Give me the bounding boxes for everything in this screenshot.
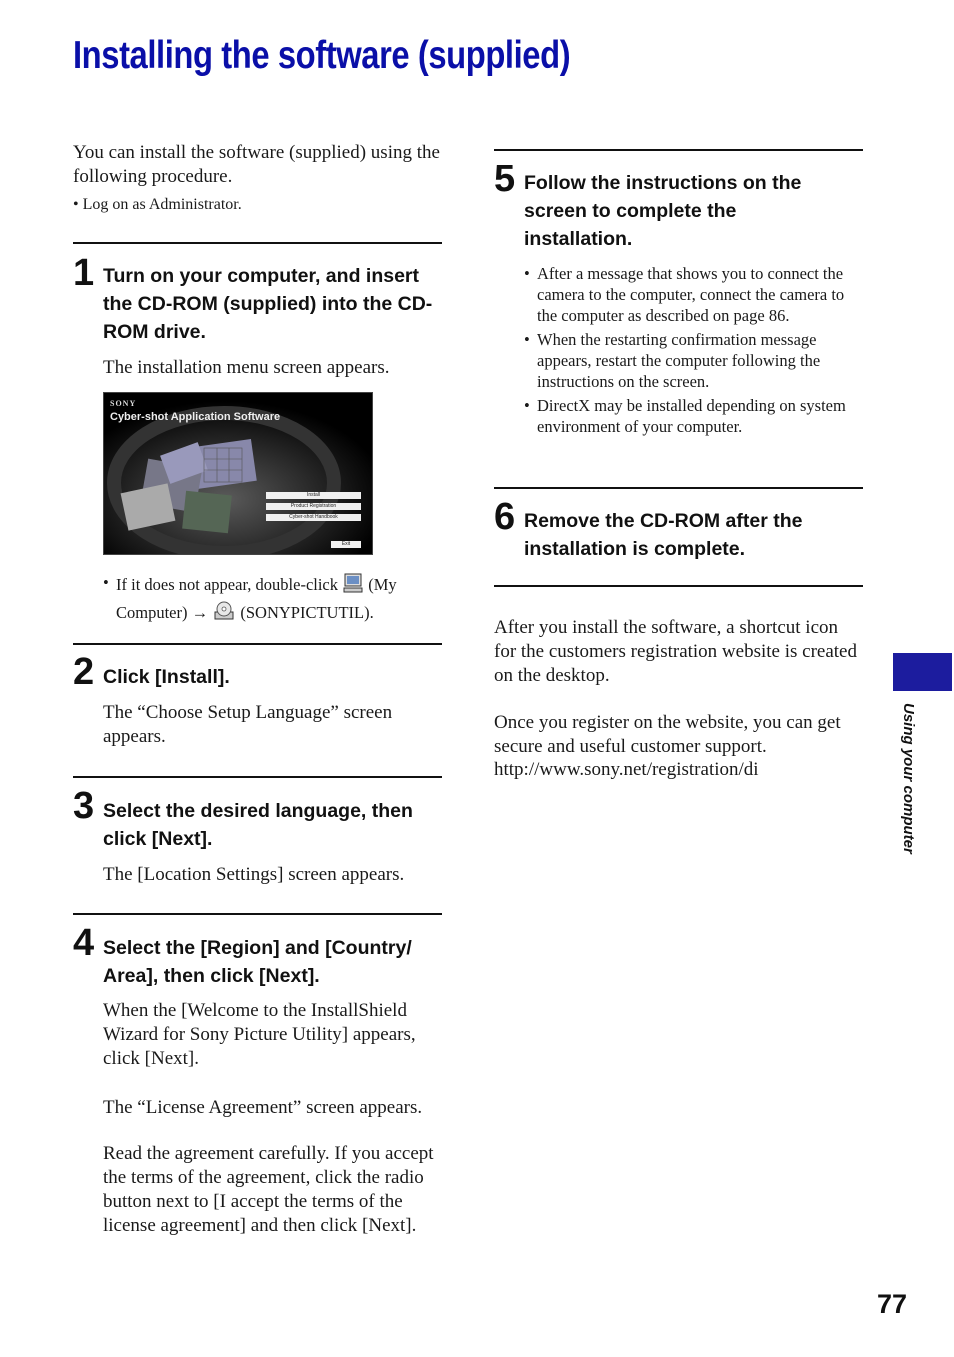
product-registration-button[interactable]: Product Registration xyxy=(266,503,361,510)
list-item: • DirectX may be installed depending on system environment of your computer. xyxy=(524,395,856,437)
brand-logo: SONY xyxy=(110,399,137,408)
page-title: Installing the software (supplied) xyxy=(73,34,571,77)
app-title: Cyber-shot Application Software xyxy=(110,411,281,423)
after-paragraph: Once you register on the website, you can get secure and useful customer support. xyxy=(494,712,841,757)
divider xyxy=(73,776,442,778)
after-paragraph: After you install the software, a shortcut icon for the customers registration website is created on the desktop. xyxy=(494,617,857,686)
divider xyxy=(73,242,442,244)
step-note xyxy=(103,572,443,628)
step-number: 5 xyxy=(494,158,516,200)
step-body: The installation menu screen appears. xyxy=(103,357,390,378)
step-heading: Click [Install]. xyxy=(103,666,230,688)
step-heading: Turn on your computer, and insert the CD-ROM (supplied) into the CD-ROM drive. xyxy=(103,265,433,343)
install-button[interactable]: Install xyxy=(266,492,361,499)
step-body: When the [Welcome to the InstallShield Wizard for Sony Picture Utility] appears, click [Next]. xyxy=(103,1000,416,1069)
divider xyxy=(494,487,863,489)
my-computer-icon xyxy=(342,572,364,600)
step-number: 1 xyxy=(73,252,95,294)
note-text-pre: If it does not appear, double-click xyxy=(116,574,339,594)
step-heading: Follow the instructions on the screen to complete the installation. xyxy=(524,172,802,250)
cd-drive-icon xyxy=(212,600,236,628)
section-tab xyxy=(893,653,952,691)
list-item: • When the restarting confirmation message appears, restart the computer following the instructions on the screen. xyxy=(524,329,856,392)
divider xyxy=(73,913,442,915)
step-body: The “License Agreement” screen appears. xyxy=(103,1097,423,1118)
step-body: The “Choose Setup Language” screen appears. xyxy=(103,702,393,747)
bullet: • xyxy=(103,573,109,592)
divider xyxy=(494,585,863,587)
intro-note: • Log on as Administrator. xyxy=(73,196,242,213)
step-heading: Remove the CD-ROM after the installation is complete. xyxy=(524,510,803,560)
step-number: 2 xyxy=(73,651,95,693)
step-body: The [Location Settings] screen appears. xyxy=(103,864,405,885)
note-text-post: (SONYPICTUTIL). xyxy=(240,602,374,622)
page-number: 77 xyxy=(877,1289,908,1319)
section-label: Using your computer xyxy=(900,703,917,854)
step-number: 4 xyxy=(73,922,95,964)
list-item: • After a message that shows you to connect the camera to the computer, connect the camera to the computer as described on page 86. xyxy=(524,263,856,326)
handbook-button[interactable]: Cyber-shot Handbook xyxy=(266,514,361,521)
divider xyxy=(494,149,863,151)
installer-screenshot xyxy=(103,392,373,555)
step-number: 3 xyxy=(73,785,95,827)
step-number: 6 xyxy=(494,496,516,538)
step-heading: Select the desired language, then click [Next]. xyxy=(103,800,413,850)
step-heading: Select the [Region] and [Country/ Area], then click [Next]. xyxy=(103,937,412,987)
note-text-mid: (My Computer) → xyxy=(116,574,397,622)
exit-button[interactable]: Exit xyxy=(331,541,361,548)
registration-url[interactable]: http://www.sony.net/registration/di xyxy=(494,759,759,780)
step-bullets xyxy=(524,263,856,440)
divider xyxy=(73,643,442,645)
step-body: Read the agreement carefully. If you accept the terms of the agreement, click the radio button next to [I accept the terms of the license agreement] and then click [Next]. xyxy=(103,1143,434,1236)
intro-text: You can install the software (supplied) using the following procedure. xyxy=(73,142,440,187)
